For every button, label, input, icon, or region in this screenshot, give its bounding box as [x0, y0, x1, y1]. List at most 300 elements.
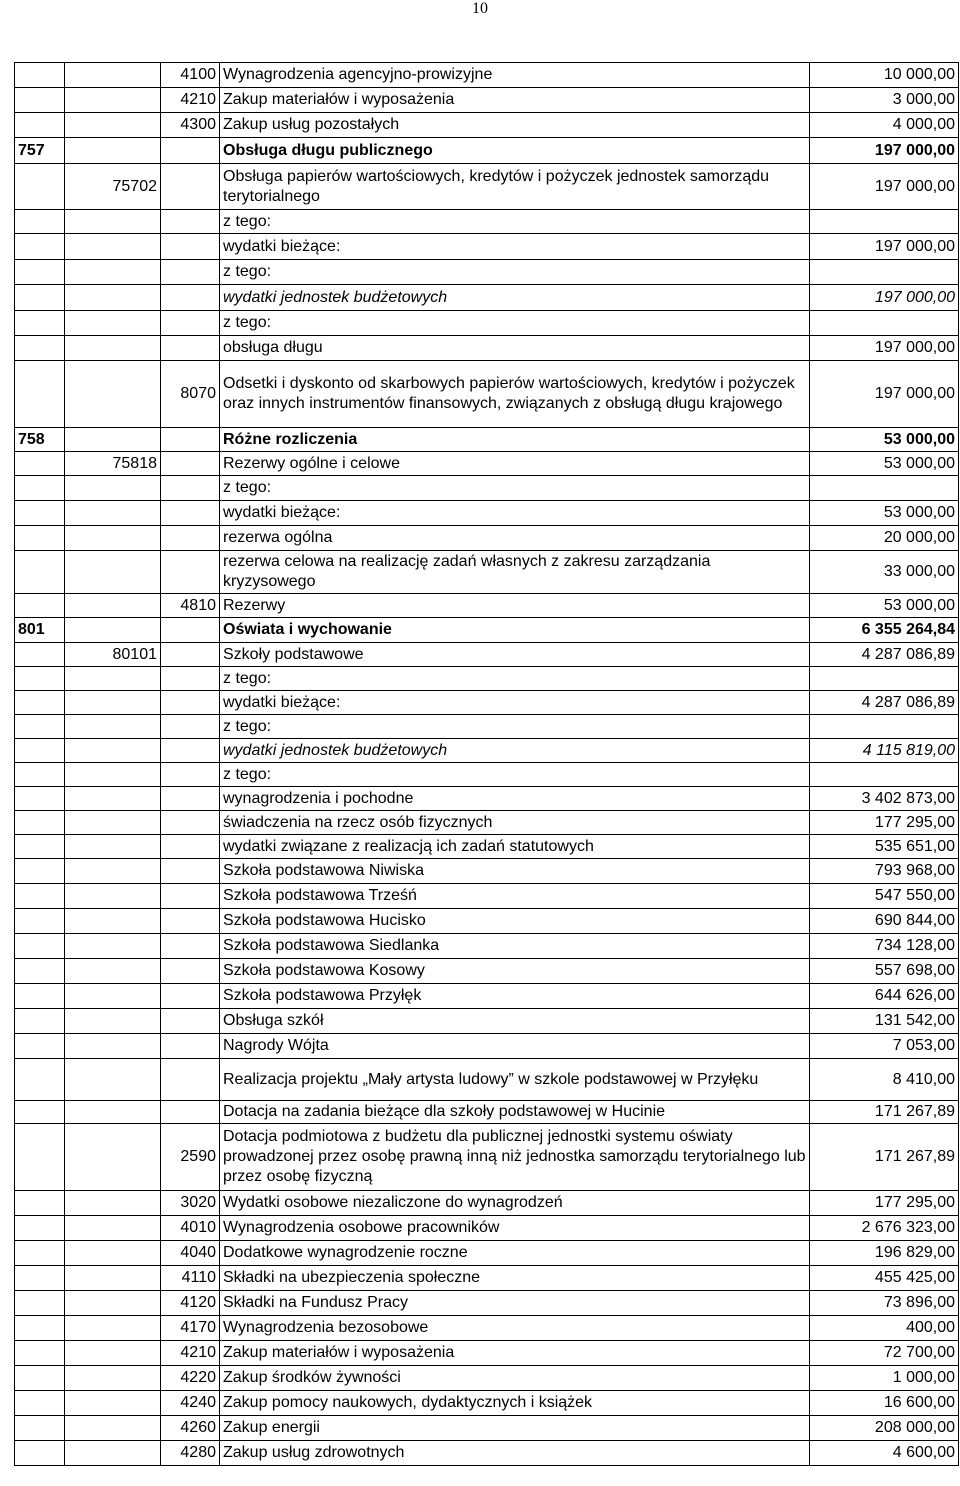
- amount-cell: 690 844,00: [810, 909, 959, 934]
- table-row: [15, 691, 959, 715]
- paragraf-cell: 4240: [161, 1391, 220, 1416]
- rozdzial-cell: [65, 1441, 161, 1466]
- amount-cell: 2 676 323,00: [810, 1216, 959, 1241]
- amount-cell: 197 000,00: [810, 164, 959, 210]
- description-cell: Dodatkowe wynagrodzenie roczne: [220, 1241, 810, 1266]
- rozdzial-cell: [65, 428, 161, 452]
- rozdzial-cell: [65, 667, 161, 691]
- paragraf-cell: [161, 311, 220, 336]
- table-row: [15, 643, 959, 667]
- table-row: [15, 234, 959, 260]
- dzial-cell: 801: [15, 618, 65, 643]
- amount-cell: [810, 763, 959, 787]
- amount-cell: 20 000,00: [810, 526, 959, 551]
- paragraf-cell: [161, 1009, 220, 1034]
- table-row: [15, 88, 959, 113]
- rozdzial-cell: [65, 691, 161, 715]
- dzial-cell: [15, 501, 65, 526]
- amount-cell: 53 000,00: [810, 501, 959, 526]
- amount-cell: 72 700,00: [810, 1341, 959, 1366]
- dzial-cell: [15, 667, 65, 691]
- description-cell: obsługa długu: [220, 336, 810, 361]
- amount-cell: 197 000,00: [810, 234, 959, 260]
- rozdzial-cell: 80101: [65, 643, 161, 667]
- amount-cell: [810, 476, 959, 501]
- paragraf-cell: [161, 667, 220, 691]
- dzial-cell: [15, 336, 65, 361]
- table-row: [15, 526, 959, 551]
- rozdzial-cell: [65, 88, 161, 113]
- table-row: [15, 361, 959, 428]
- paragraf-cell: [161, 811, 220, 835]
- paragraf-cell: [161, 260, 220, 285]
- rozdzial-cell: [65, 336, 161, 361]
- paragraf-cell: 4300: [161, 113, 220, 138]
- amount-cell: 8 410,00: [810, 1059, 959, 1101]
- description-cell: z tego:: [220, 311, 810, 336]
- amount-cell: [810, 667, 959, 691]
- dzial-cell: [15, 1191, 65, 1216]
- dzial-cell: [15, 1034, 65, 1059]
- description-cell: Zakup energii: [220, 1416, 810, 1441]
- description-cell: Nagrody Wójta: [220, 1034, 810, 1059]
- rozdzial-cell: [65, 113, 161, 138]
- description-cell: Szkoła podstawowa Siedlanka: [220, 934, 810, 959]
- table-row: [15, 594, 959, 618]
- rozdzial-cell: [65, 739, 161, 763]
- paragraf-cell: 4120: [161, 1291, 220, 1316]
- amount-cell: [810, 260, 959, 285]
- amount-cell: 16 600,00: [810, 1391, 959, 1416]
- dzial-cell: [15, 959, 65, 984]
- description-cell: Szkoły podstawowe: [220, 643, 810, 667]
- rozdzial-cell: [65, 859, 161, 884]
- budget-table-body: [15, 63, 959, 1466]
- table-row: [15, 138, 959, 164]
- description-cell: Realizacja projektu „Mały artysta ludowy” w szkole podstawowej w Przyłęku: [220, 1059, 810, 1101]
- amount-cell: 197 000,00: [810, 361, 959, 428]
- paragraf-cell: 4220: [161, 1366, 220, 1391]
- dzial-cell: [15, 1316, 65, 1341]
- amount-cell: 197 000,00: [810, 138, 959, 164]
- description-cell: rezerwa celowa na realizację zadań własnych z zakresu zarządzania kryzysowego: [220, 551, 810, 594]
- description-cell: wydatki bieżące:: [220, 234, 810, 260]
- description-cell: z tego:: [220, 476, 810, 501]
- amount-cell: 131 542,00: [810, 1009, 959, 1034]
- dzial-cell: [15, 884, 65, 909]
- amount-cell: 4 115 819,00: [810, 739, 959, 763]
- table-row: [15, 1291, 959, 1316]
- rozdzial-cell: [65, 1266, 161, 1291]
- paragraf-cell: 4210: [161, 1341, 220, 1366]
- page-number: 10: [472, 0, 488, 17]
- dzial-cell: [15, 1009, 65, 1034]
- rozdzial-cell: [65, 1316, 161, 1341]
- dzial-cell: [15, 113, 65, 138]
- rozdzial-cell: [65, 138, 161, 164]
- rozdzial-cell: [65, 1216, 161, 1241]
- amount-cell: 793 968,00: [810, 859, 959, 884]
- paragraf-cell: [161, 859, 220, 884]
- amount-cell: 53 000,00: [810, 428, 959, 452]
- table-row: [15, 884, 959, 909]
- budget-table: [14, 62, 959, 1466]
- table-row: [15, 285, 959, 311]
- table-row: [15, 1101, 959, 1124]
- dzial-cell: [15, 1441, 65, 1466]
- description-cell: wynagrodzenia i pochodne: [220, 787, 810, 811]
- dzial-cell: [15, 285, 65, 311]
- dzial-cell: [15, 909, 65, 934]
- table-row: [15, 667, 959, 691]
- dzial-cell: [15, 1101, 65, 1124]
- amount-cell: 644 626,00: [810, 984, 959, 1009]
- rozdzial-cell: [65, 618, 161, 643]
- dzial-cell: [15, 594, 65, 618]
- rozdzial-cell: [65, 285, 161, 311]
- amount-cell: [810, 210, 959, 234]
- paragraf-cell: [161, 763, 220, 787]
- table-row: [15, 311, 959, 336]
- dzial-cell: [15, 1341, 65, 1366]
- description-cell: Wynagrodzenia osobowe pracowników: [220, 1216, 810, 1241]
- description-cell: Składki na Fundusz Pracy: [220, 1291, 810, 1316]
- rozdzial-cell: [65, 763, 161, 787]
- paragraf-cell: [161, 526, 220, 551]
- dzial-cell: 758: [15, 428, 65, 452]
- description-cell: Szkoła podstawowa Przyłęk: [220, 984, 810, 1009]
- dzial-cell: [15, 164, 65, 210]
- table-row: [15, 1034, 959, 1059]
- amount-cell: 197 000,00: [810, 336, 959, 361]
- table-row: [15, 909, 959, 934]
- table-row: [15, 336, 959, 361]
- table-row: [15, 1366, 959, 1391]
- amount-cell: 177 295,00: [810, 1191, 959, 1216]
- amount-cell: 171 267,89: [810, 1124, 959, 1191]
- description-cell: Wydatki osobowe niezaliczone do wynagrodzeń: [220, 1191, 810, 1216]
- rozdzial-cell: [65, 934, 161, 959]
- paragraf-cell: [161, 959, 220, 984]
- rozdzial-cell: [65, 909, 161, 934]
- description-cell: z tego:: [220, 763, 810, 787]
- table-row: [15, 1124, 959, 1191]
- amount-cell: 73 896,00: [810, 1291, 959, 1316]
- amount-cell: 4 000,00: [810, 113, 959, 138]
- table-row: [15, 428, 959, 452]
- rozdzial-cell: [65, 311, 161, 336]
- table-row: [15, 934, 959, 959]
- table-row: [15, 859, 959, 884]
- paragraf-cell: 8070: [161, 361, 220, 428]
- rozdzial-cell: [65, 63, 161, 88]
- rozdzial-cell: [65, 526, 161, 551]
- paragraf-cell: 4260: [161, 1416, 220, 1441]
- paragraf-cell: [161, 884, 220, 909]
- paragraf-cell: [161, 551, 220, 594]
- paragraf-cell: 4170: [161, 1316, 220, 1341]
- paragraf-cell: 4100: [161, 63, 220, 88]
- amount-cell: 535 651,00: [810, 835, 959, 859]
- description-cell: wydatki bieżące:: [220, 501, 810, 526]
- paragraf-cell: [161, 1059, 220, 1101]
- amount-cell: 33 000,00: [810, 551, 959, 594]
- dzial-cell: [15, 1266, 65, 1291]
- paragraf-cell: [161, 210, 220, 234]
- paragraf-cell: [161, 285, 220, 311]
- table-row: [15, 63, 959, 88]
- description-cell: Oświata i wychowanie: [220, 618, 810, 643]
- rozdzial-cell: [65, 476, 161, 501]
- paragraf-cell: [161, 643, 220, 667]
- amount-cell: 4 287 086,89: [810, 643, 959, 667]
- rozdzial-cell: [65, 1101, 161, 1124]
- description-cell: Obsługa szkół: [220, 1009, 810, 1034]
- amount-cell: 7 053,00: [810, 1034, 959, 1059]
- paragraf-cell: [161, 984, 220, 1009]
- table-row: [15, 1316, 959, 1341]
- dzial-cell: [15, 1416, 65, 1441]
- description-cell: z tego:: [220, 715, 810, 739]
- paragraf-cell: [161, 452, 220, 476]
- rozdzial-cell: [65, 1291, 161, 1316]
- description-cell: Obsługa papierów wartościowych, kredytów i pożyczek jednostek samorządu terytorialnego: [220, 164, 810, 210]
- paragraf-cell: 4040: [161, 1241, 220, 1266]
- dzial-cell: [15, 643, 65, 667]
- dzial-cell: [15, 1391, 65, 1416]
- rozdzial-cell: [65, 1416, 161, 1441]
- description-cell: Dotacja podmiotowa z budżetu dla publicznej jednostki systemu oświaty prowadzonej przez osobę prawną inną niż jednostka samorządu terytorialnego lub przez osobę fizyczną: [220, 1124, 810, 1191]
- table-row: [15, 1009, 959, 1034]
- amount-cell: 197 000,00: [810, 285, 959, 311]
- table-row: [15, 452, 959, 476]
- dzial-cell: [15, 691, 65, 715]
- paragraf-cell: [161, 476, 220, 501]
- paragraf-cell: [161, 909, 220, 934]
- paragraf-cell: [161, 164, 220, 210]
- description-cell: Zakup materiałów i wyposażenia: [220, 1341, 810, 1366]
- amount-cell: 177 295,00: [810, 811, 959, 835]
- description-cell: Obsługa długu publicznego: [220, 138, 810, 164]
- paragraf-cell: [161, 1034, 220, 1059]
- description-cell: Dotacja na zadania bieżące dla szkoły podstawowej w Hucinie: [220, 1101, 810, 1124]
- amount-cell: 208 000,00: [810, 1416, 959, 1441]
- paragraf-cell: 4110: [161, 1266, 220, 1291]
- amount-cell: 4 600,00: [810, 1441, 959, 1466]
- table-row: [15, 551, 959, 594]
- dzial-cell: [15, 859, 65, 884]
- description-cell: Szkoła podstawowa Kosowy: [220, 959, 810, 984]
- amount-cell: 171 267,89: [810, 1101, 959, 1124]
- amount-cell: 53 000,00: [810, 452, 959, 476]
- amount-cell: 547 550,00: [810, 884, 959, 909]
- amount-cell: 3 402 873,00: [810, 787, 959, 811]
- rozdzial-cell: [65, 501, 161, 526]
- rozdzial-cell: [65, 234, 161, 260]
- table-row: [15, 739, 959, 763]
- description-cell: świadczenia na rzecz osób fizycznych: [220, 811, 810, 835]
- dzial-cell: [15, 210, 65, 234]
- dzial-cell: [15, 88, 65, 113]
- table-row: [15, 164, 959, 210]
- paragraf-cell: [161, 428, 220, 452]
- table-row: [15, 210, 959, 234]
- description-cell: z tego:: [220, 210, 810, 234]
- amount-cell: 6 355 264,84: [810, 618, 959, 643]
- dzial-cell: [15, 452, 65, 476]
- dzial-cell: [15, 63, 65, 88]
- description-cell: Zakup usług pozostałych: [220, 113, 810, 138]
- paragraf-cell: [161, 739, 220, 763]
- dzial-cell: 757: [15, 138, 65, 164]
- amount-cell: 3 000,00: [810, 88, 959, 113]
- rozdzial-cell: [65, 884, 161, 909]
- table-row: [15, 1266, 959, 1291]
- table-row: [15, 984, 959, 1009]
- description-cell: Szkoła podstawowa Trześń: [220, 884, 810, 909]
- rozdzial-cell: [65, 594, 161, 618]
- rozdzial-cell: [65, 1241, 161, 1266]
- amount-cell: 455 425,00: [810, 1266, 959, 1291]
- paragraf-cell: 4010: [161, 1216, 220, 1241]
- rozdzial-cell: [65, 1341, 161, 1366]
- table-row: [15, 1341, 959, 1366]
- dzial-cell: [15, 260, 65, 285]
- rozdzial-cell: [65, 984, 161, 1009]
- amount-cell: 196 829,00: [810, 1241, 959, 1266]
- description-cell: wydatki jednostek budżetowych: [220, 285, 810, 311]
- table-row: [15, 113, 959, 138]
- amount-cell: 400,00: [810, 1316, 959, 1341]
- rozdzial-cell: [65, 1391, 161, 1416]
- paragraf-cell: 3020: [161, 1191, 220, 1216]
- rozdzial-cell: [65, 715, 161, 739]
- amount-cell: 10 000,00: [810, 63, 959, 88]
- dzial-cell: [15, 476, 65, 501]
- description-cell: Zakup środków żywności: [220, 1366, 810, 1391]
- paragraf-cell: [161, 787, 220, 811]
- paragraf-cell: [161, 691, 220, 715]
- dzial-cell: [15, 715, 65, 739]
- dzial-cell: [15, 234, 65, 260]
- dzial-cell: [15, 763, 65, 787]
- paragraf-cell: [161, 618, 220, 643]
- description-cell: Szkoła podstawowa Hucisko: [220, 909, 810, 934]
- rozdzial-cell: 75702: [65, 164, 161, 210]
- dzial-cell: [15, 526, 65, 551]
- amount-cell: [810, 715, 959, 739]
- amount-cell: 734 128,00: [810, 934, 959, 959]
- description-cell: Rezerwy: [220, 594, 810, 618]
- table-row: [15, 715, 959, 739]
- description-cell: Wynagrodzenia bezosobowe: [220, 1316, 810, 1341]
- dzial-cell: [15, 1241, 65, 1266]
- description-cell: Zakup pomocy naukowych, dydaktycznych i książek: [220, 1391, 810, 1416]
- dzial-cell: [15, 1366, 65, 1391]
- dzial-cell: [15, 934, 65, 959]
- table-row: [15, 959, 959, 984]
- dzial-cell: [15, 1059, 65, 1101]
- description-cell: wydatki bieżące:: [220, 691, 810, 715]
- dzial-cell: [15, 835, 65, 859]
- dzial-cell: [15, 984, 65, 1009]
- amount-cell: [810, 311, 959, 336]
- dzial-cell: [15, 739, 65, 763]
- amount-cell: 1 000,00: [810, 1366, 959, 1391]
- dzial-cell: [15, 361, 65, 428]
- paragraf-cell: [161, 501, 220, 526]
- paragraf-cell: [161, 234, 220, 260]
- table-row: [15, 835, 959, 859]
- rozdzial-cell: 75818: [65, 452, 161, 476]
- table-row: [15, 618, 959, 643]
- dzial-cell: [15, 1124, 65, 1191]
- description-cell: Wynagrodzenia agencyjno-prowizyjne: [220, 63, 810, 88]
- dzial-cell: [15, 811, 65, 835]
- description-cell: z tego:: [220, 260, 810, 285]
- dzial-cell: [15, 311, 65, 336]
- dzial-cell: [15, 551, 65, 594]
- description-cell: Odsetki i dyskonto od skarbowych papierów wartościowych, kredytów i pożyczek oraz innych instrumentów finansowych, związanych z obsługą długu krajowego: [220, 361, 810, 428]
- table-row: [15, 1191, 959, 1216]
- amount-cell: 557 698,00: [810, 959, 959, 984]
- description-cell: Zakup materiałów i wyposażenia: [220, 88, 810, 113]
- rozdzial-cell: [65, 811, 161, 835]
- description-cell: z tego:: [220, 667, 810, 691]
- rozdzial-cell: [65, 835, 161, 859]
- rozdzial-cell: [65, 551, 161, 594]
- rozdzial-cell: [65, 1366, 161, 1391]
- description-cell: Zakup usług zdrowotnych: [220, 1441, 810, 1466]
- paragraf-cell: 4280: [161, 1441, 220, 1466]
- paragraf-cell: [161, 138, 220, 164]
- paragraf-cell: [161, 934, 220, 959]
- description-cell: Składki na ubezpieczenia społeczne: [220, 1266, 810, 1291]
- table-row: [15, 1441, 959, 1466]
- table-row: [15, 260, 959, 285]
- paragraf-cell: [161, 715, 220, 739]
- paragraf-cell: 4810: [161, 594, 220, 618]
- rozdzial-cell: [65, 210, 161, 234]
- table-row: [15, 811, 959, 835]
- description-cell: Szkoła podstawowa Niwiska: [220, 859, 810, 884]
- paragraf-cell: 4210: [161, 88, 220, 113]
- paragraf-cell: 2590: [161, 1124, 220, 1191]
- rozdzial-cell: [65, 1191, 161, 1216]
- description-cell: Rezerwy ogólne i celowe: [220, 452, 810, 476]
- amount-cell: 4 287 086,89: [810, 691, 959, 715]
- rozdzial-cell: [65, 260, 161, 285]
- table-row: [15, 501, 959, 526]
- table-row: [15, 1059, 959, 1101]
- table-row: [15, 476, 959, 501]
- dzial-cell: [15, 1216, 65, 1241]
- description-cell: wydatki jednostek budżetowych: [220, 739, 810, 763]
- dzial-cell: [15, 1291, 65, 1316]
- rozdzial-cell: [65, 1124, 161, 1191]
- dzial-cell: [15, 787, 65, 811]
- rozdzial-cell: [65, 1059, 161, 1101]
- rozdzial-cell: [65, 959, 161, 984]
- paragraf-cell: [161, 1101, 220, 1124]
- table-row: [15, 1416, 959, 1441]
- description-cell: Różne rozliczenia: [220, 428, 810, 452]
- table-row: [15, 787, 959, 811]
- rozdzial-cell: [65, 1009, 161, 1034]
- description-cell: wydatki związane z realizacją ich zadań statutowych: [220, 835, 810, 859]
- rozdzial-cell: [65, 1034, 161, 1059]
- paragraf-cell: [161, 835, 220, 859]
